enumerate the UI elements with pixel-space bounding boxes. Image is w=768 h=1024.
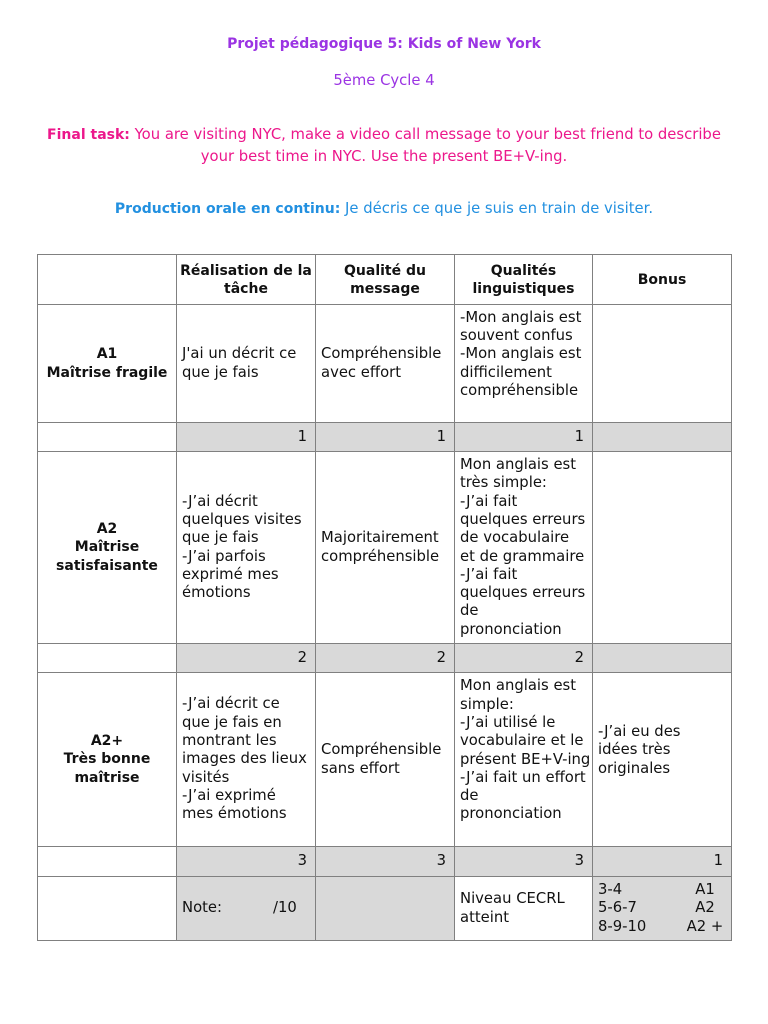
blank-fill-cell (316, 877, 455, 941)
text-line: émotions (182, 584, 251, 602)
task-descriptor-a2 (177, 452, 316, 644)
text-line: tâche (224, 280, 268, 297)
text-line: -J’ai eu des (598, 723, 681, 741)
level-row-a2-plus (38, 673, 732, 847)
score-bonus-a2 (593, 644, 732, 673)
text-line: visités (182, 768, 230, 786)
level-name (41, 364, 173, 382)
level-code: A2 (96, 521, 118, 538)
level-row-a1 (38, 305, 732, 423)
text-line: -J’ai décrit (182, 492, 258, 510)
level-cell-a2-plus (38, 673, 177, 847)
score-task-a1: 1 (177, 423, 316, 452)
production-orale (0, 200, 768, 218)
text-line: satisfaisante (56, 557, 158, 574)
text-line: Réalisation de la (180, 262, 312, 279)
document-subtitle: 5ème Cycle 4 (333, 72, 435, 89)
text-line: Très bonne (63, 751, 151, 768)
text-line: -J’ai fait un effort (460, 768, 586, 786)
score-message-a1: 1 (316, 423, 455, 452)
final-task-line-2 (0, 146, 768, 167)
production-text: Je décris ce que je suis en train de visiter. (345, 200, 654, 217)
bonus-descriptor-a2-plus (593, 673, 732, 847)
final-task-line-1 (0, 124, 768, 146)
text-line: simple: (460, 695, 514, 713)
cecrl-label (455, 877, 593, 941)
level-name (41, 750, 173, 787)
note-cell (177, 877, 316, 941)
score-message-a2-plus: 3 (316, 847, 455, 877)
score-row-a2-plus (38, 847, 732, 877)
text-line: idées très (598, 741, 671, 759)
text-line: Compréhensible (321, 345, 442, 363)
scale-row-a1 (598, 881, 727, 900)
bonus-descriptor-a1 (593, 305, 732, 423)
text-line: prononciation (460, 805, 562, 823)
text-line: de (460, 602, 479, 620)
message-descriptor-a1 (316, 305, 455, 423)
text-line: compréhensible (321, 547, 440, 565)
level-name (41, 538, 173, 575)
column-header-bonus (593, 255, 732, 305)
level-code: A1 (96, 346, 118, 363)
note-label: Note: (182, 899, 223, 917)
final-task-label: Final task: (47, 127, 130, 143)
text-line: atteint (460, 908, 510, 926)
text-line: vocabulaire et le (460, 732, 584, 750)
message-descriptor-a2-plus (316, 673, 455, 847)
scale-row-a2 (598, 899, 727, 918)
score-row-a1 (38, 423, 732, 452)
blank-cell (38, 644, 177, 673)
cecrl-level: A2 + (686, 917, 724, 935)
text-line: souvent confus (460, 327, 573, 345)
text-line: montrant les (182, 732, 277, 750)
level-cell-a1 (38, 305, 177, 423)
text-line: Mon anglais est (460, 677, 577, 695)
text-line: avec effort (321, 363, 402, 381)
scale-row-a2-plus (598, 918, 727, 937)
final-task-text: your best time in NYC. Use the present BE+V-ing. (200, 148, 568, 165)
score-linguistic-a2: 2 (455, 644, 593, 673)
text-line: sans effort (321, 759, 400, 777)
text-line: et de grammaire (460, 547, 585, 565)
text-line: Maîtrise fragile (46, 364, 168, 381)
text-line: -J’ai fait (460, 565, 518, 583)
text-line: quelques erreurs (460, 510, 586, 528)
corner-cell (38, 255, 177, 305)
level-code: A2+ (90, 733, 124, 750)
text-line: message (350, 280, 420, 297)
text-line: originales (598, 759, 671, 777)
evaluation-rubric (37, 254, 732, 941)
text-line: Mon anglais est (460, 456, 577, 474)
final-task (0, 124, 768, 167)
text-line: Compréhensible (321, 741, 442, 759)
score-bonus-a1 (593, 423, 732, 452)
text-line: prononciation (460, 620, 562, 638)
score-range: 5-6-7 (598, 899, 637, 917)
note-max: /10 (273, 899, 297, 917)
text-line: mes émotions (182, 805, 287, 823)
blank-cell (38, 423, 177, 452)
text-line: Qualités (490, 262, 557, 279)
text-line: -J’ai décrit ce (182, 695, 280, 713)
text-line: Maîtrise (74, 539, 140, 556)
score-bonus-a2-plus: 1 (593, 847, 732, 877)
score-row-a2 (38, 644, 732, 673)
rubric-header-row (38, 255, 732, 305)
level-row-a2 (38, 452, 732, 644)
text-line: Qualité du (344, 262, 426, 279)
score-task-a2: 2 (177, 644, 316, 673)
text-line: de vocabulaire (460, 529, 570, 547)
bonus-descriptor-a2 (593, 452, 732, 644)
task-descriptor-a1 (177, 305, 316, 423)
text-line: -Mon anglais est (460, 345, 582, 363)
blank-cell (38, 847, 177, 877)
score-range: 8-9-10 (598, 917, 647, 935)
text-line: images des lieux (182, 750, 307, 768)
linguistic-descriptor-a2 (455, 452, 593, 644)
task-descriptor-a2-plus (177, 673, 316, 847)
linguistic-descriptor-a1 (455, 305, 593, 423)
text-line: Bonus (637, 271, 687, 288)
document-title: Projet pédagogique 5: Kids of New York (227, 36, 541, 52)
text-line: -J’ai parfois (182, 547, 266, 565)
linguistic-descriptor-a2-plus (455, 673, 593, 847)
text-line: exprimé mes (182, 565, 279, 583)
message-descriptor-a2 (316, 452, 455, 644)
production-label: Production orale en continu: (114, 201, 341, 217)
text-line: -J’ai exprimé (182, 786, 276, 804)
text-line: maîtrise (74, 769, 140, 786)
column-header-linguistic (455, 255, 593, 305)
text-line: que je fais en (182, 713, 282, 731)
text-line: que je fais (182, 363, 259, 381)
final-task-text: You are visiting NYC, make a video call message to your best friend to describe (134, 126, 721, 143)
text-line: J'ai un décrit ce (182, 345, 297, 363)
blank-cell (38, 877, 177, 941)
text-line: compréhensible (460, 381, 579, 399)
text-line: Majoritairement (321, 529, 439, 547)
score-range: 3-4 (598, 880, 623, 898)
text-line: -Mon anglais est (460, 308, 582, 326)
level-cell-a2 (38, 452, 177, 644)
cecrl-level: A2 (695, 899, 715, 917)
text-line: difficilement (460, 363, 552, 381)
column-header-message (316, 255, 455, 305)
score-task-a2-plus: 3 (177, 847, 316, 877)
text-line: de (460, 787, 479, 805)
text-line: quelques erreurs (460, 584, 586, 602)
column-header-task (177, 255, 316, 305)
text-line: -J’ai fait (460, 492, 518, 510)
text-line: linguistiques (472, 280, 575, 297)
score-message-a2: 2 (316, 644, 455, 673)
score-linguistic-a2-plus: 3 (455, 847, 593, 877)
text-line: que je fais (182, 529, 259, 547)
cecrl-level: A1 (695, 880, 715, 898)
score-linguistic-a1: 1 (455, 423, 593, 452)
note-row (38, 877, 732, 941)
cecrl-scale (593, 877, 732, 941)
text-line: présent BE+V-ing (460, 750, 591, 768)
text-line: quelques visites (182, 510, 302, 528)
text-line: -J’ai utilisé le (460, 713, 556, 731)
text-line: très simple: (460, 474, 547, 492)
text-line: Niveau CECRL (460, 890, 565, 908)
